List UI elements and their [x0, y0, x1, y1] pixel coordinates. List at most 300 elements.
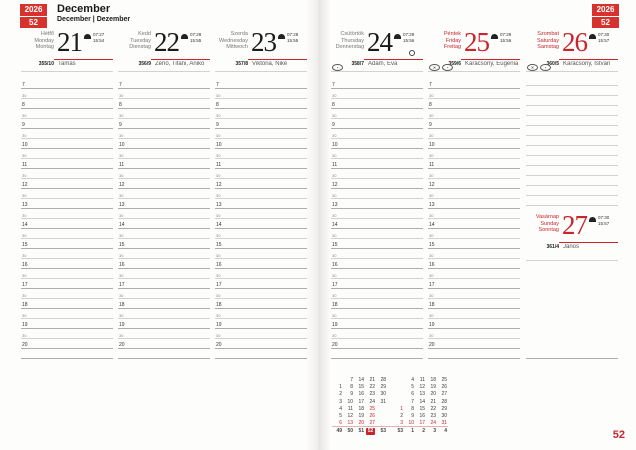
hour-label: 14 [119, 222, 125, 228]
ruled-line [526, 135, 618, 136]
hour-label: 13 [332, 202, 338, 208]
hour-line [428, 268, 520, 269]
half-hour-label: 30 [332, 92, 337, 98]
mini-calendar-december-day: 10 [347, 398, 353, 405]
mini-calendar-january-day: 24 [430, 420, 436, 427]
day-header [526, 212, 618, 238]
half-hour-line [428, 178, 520, 179]
day-name-en: Sunday [540, 220, 559, 227]
header-underline [559, 59, 618, 60]
half-hour-label: 30 [216, 292, 221, 298]
day-name-de: Dienstag [129, 44, 151, 51]
day-name-hu: Kedd [138, 31, 151, 37]
mini-calendar-january-day: 8 [411, 405, 414, 412]
hour-label: 16 [429, 262, 435, 268]
half-hour-line [428, 138, 520, 139]
hour-label: 13 [22, 202, 28, 208]
half-hour-label: 30 [22, 192, 27, 198]
full-moon-icon [409, 50, 415, 56]
half-hour-label: 30 [332, 272, 337, 278]
day-names [118, 29, 151, 51]
hour-line [428, 128, 520, 129]
hour-label: 14 [429, 222, 435, 228]
hour-label: 7 [332, 82, 335, 88]
sunrise-time: 07:30 [598, 32, 610, 37]
hour-label: 15 [22, 242, 28, 248]
hour-line [428, 88, 520, 89]
half-hour-label: 30 [332, 172, 337, 178]
day-name-hu: Szerda [230, 31, 248, 37]
mini-calendar-december-day: 5 [339, 413, 342, 419]
hour-line [215, 208, 307, 209]
week-number-label: 52 [29, 18, 38, 27]
half-hour-label: 30 [332, 152, 337, 158]
half-hour-label: 30 [216, 272, 221, 278]
day-subrow [118, 61, 210, 67]
half-hour-line [21, 98, 113, 99]
ruled-line [526, 165, 618, 166]
hour-label: 7 [216, 82, 219, 88]
day-names [21, 29, 54, 51]
week-number: 51 [358, 428, 364, 434]
hour-line [428, 108, 520, 109]
day-name-en: Thursday [341, 37, 364, 44]
hour-line [21, 358, 113, 359]
sunrise-time: 07:29 [500, 32, 512, 37]
half-hour-line [331, 218, 423, 219]
sunrise-sunset-times [500, 32, 511, 43]
mini-calendar-january-day: 7 [411, 398, 414, 405]
hour-line [21, 228, 113, 229]
hour-label: 13 [429, 202, 435, 208]
half-hour-line [118, 238, 210, 239]
mini-calendar-january-day: 11 [419, 377, 425, 383]
year-label: 2026 [24, 5, 43, 14]
header-underline [151, 59, 210, 60]
hour-line [331, 88, 423, 89]
day-name-de: Montag [35, 44, 54, 51]
half-hour-line [118, 138, 210, 139]
hour-label: 19 [429, 322, 435, 328]
half-hour-line [215, 118, 307, 119]
half-hour-label: 30 [332, 312, 337, 318]
month-title: December [57, 3, 111, 15]
hour-line [331, 328, 423, 329]
oval-dot-icon [442, 64, 453, 71]
mini-calendar-december-day: 9 [350, 391, 353, 398]
mini-calendar-january-day: 21 [430, 398, 436, 405]
mini-calendar-december-day: 28 [380, 377, 386, 383]
half-hour-line [331, 178, 423, 179]
hour-label: 14 [332, 222, 338, 228]
sunrise-sunset-icon [491, 34, 498, 39]
hour-line [21, 328, 113, 329]
sunrise-sunset-times [403, 32, 414, 43]
hour-label: 17 [332, 282, 338, 288]
half-hour-line [21, 238, 113, 239]
half-hour-line [215, 98, 307, 99]
half-hour-line [118, 158, 210, 159]
hour-line [215, 288, 307, 289]
hour-label: 16 [216, 262, 222, 268]
hour-label: 11 [332, 162, 338, 168]
sun-times-block [491, 29, 520, 43]
half-hour-label: 30 [119, 232, 124, 238]
hour-label: 14 [216, 222, 222, 228]
year-label: 2026 [596, 5, 615, 14]
week-number: 3 [433, 428, 436, 434]
week-number: 4 [444, 428, 447, 434]
hour-line [428, 168, 520, 169]
hour-label: 19 [22, 322, 28, 328]
half-hour-label: 30 [332, 332, 337, 338]
day-column [118, 0, 210, 450]
mini-calendar-january-day: 9 [411, 413, 414, 419]
day-name-de: Sonntag [538, 227, 559, 234]
hour-label: 18 [216, 302, 222, 308]
half-hour-line [428, 278, 520, 279]
hour-label: 17 [216, 282, 222, 288]
hour-line [428, 288, 520, 289]
day-names [215, 29, 248, 51]
hour-label: 10 [22, 142, 28, 148]
half-hour-line [428, 318, 520, 319]
half-hour-label: 30 [119, 212, 124, 218]
hour-line [215, 108, 307, 109]
half-hour-line [215, 198, 307, 199]
hour-line [331, 348, 423, 349]
sunrise-time: 07:27 [93, 32, 105, 37]
name-day: Tamás [58, 61, 76, 67]
half-hour-label: 30 [119, 252, 124, 258]
sunrise-sunset-icon [84, 34, 91, 39]
hour-line [428, 348, 520, 349]
hour-line [21, 108, 113, 109]
ruled-line [526, 85, 618, 86]
hour-line [21, 288, 113, 289]
ruled-line [526, 95, 618, 96]
hour-line [331, 148, 423, 149]
ruled-line [526, 175, 618, 176]
date-number: 26 [562, 27, 587, 57]
hour-label: 10 [332, 142, 338, 148]
day-header [118, 29, 210, 55]
hour-label: 12 [119, 182, 125, 188]
sunrise-sunset-times [598, 32, 609, 43]
half-hour-line [21, 178, 113, 179]
day-header [428, 29, 520, 55]
mini-calendar-january-day: 20 [430, 391, 436, 398]
hour-label: 16 [22, 262, 28, 268]
hour-label: 9 [332, 122, 335, 128]
hour-line [331, 188, 423, 189]
mini-calendar-december-day: 24 [369, 398, 375, 405]
half-hour-label: 30 [216, 132, 221, 138]
day-subrow [21, 61, 113, 67]
hour-line [331, 288, 423, 289]
mini-calendar-december-day: 14 [358, 377, 364, 383]
half-hour-label: 30 [429, 152, 434, 158]
mini-calendar-december-day: 18 [358, 405, 364, 412]
hour-line [215, 88, 307, 89]
half-hour-line [215, 258, 307, 259]
hour-label: 12 [332, 182, 338, 188]
hour-line [215, 308, 307, 309]
hour-line [215, 148, 307, 149]
half-hour-line [118, 278, 210, 279]
half-hour-label: 30 [216, 192, 221, 198]
hour-line [428, 248, 520, 249]
hour-label: 13 [216, 202, 222, 208]
day-of-year: 356/9 [138, 61, 151, 67]
sunrise-time: 07:29 [403, 32, 415, 37]
half-hour-label: 30 [22, 312, 27, 318]
mini-calendar-december-day: 12 [347, 413, 353, 419]
half-hour-line [118, 258, 210, 259]
mini-calendar-december-day: 25 [369, 405, 375, 412]
oval-x-icon: ✕ [527, 64, 538, 71]
half-hour-line [215, 71, 307, 72]
hour-label: 8 [216, 102, 219, 108]
half-hour-line [331, 118, 423, 119]
week-number: 49 [336, 428, 342, 434]
hour-line [215, 328, 307, 329]
day-name-de: Donnerstag [335, 44, 364, 51]
day-names [428, 29, 461, 51]
sunrise-sunset-icon [181, 34, 188, 39]
mini-calendar-december-day: 30 [380, 391, 386, 398]
mini-calendar-january-day: 18 [430, 377, 436, 383]
hour-label: 14 [22, 222, 28, 228]
ruled-line [526, 260, 618, 261]
hour-label: 9 [22, 122, 25, 128]
sunrise-sunset-times [190, 32, 201, 43]
day-names [526, 29, 559, 51]
hour-line [21, 208, 113, 209]
half-hour-line [331, 338, 423, 339]
half-hour-label: 30 [119, 272, 124, 278]
half-hour-label: 30 [216, 92, 221, 98]
mini-calendars [332, 377, 452, 441]
hour-label: 8 [429, 102, 432, 108]
half-hour-label: 30 [429, 232, 434, 238]
mini-calendar-december-day: 3 [339, 398, 342, 405]
hour-label: 20 [119, 342, 125, 348]
half-hour-label: 30 [119, 132, 124, 138]
hour-label: 20 [22, 342, 28, 348]
hour-label: 9 [119, 122, 122, 128]
hour-line [118, 108, 210, 109]
mini-calendar-december-day: 13 [347, 420, 353, 427]
half-hour-line [331, 98, 423, 99]
sun-times-block [589, 212, 618, 226]
day-subrow [526, 244, 618, 250]
ruled-line [526, 358, 618, 359]
hour-line [21, 128, 113, 129]
hour-label: 11 [216, 162, 222, 168]
hour-line [118, 288, 210, 289]
half-hour-label: 30 [429, 252, 434, 258]
half-hour-label: 30 [429, 292, 434, 298]
day-header [526, 29, 618, 55]
week-number: 53 [380, 428, 386, 434]
mini-calendar-january-day: 6 [411, 391, 414, 398]
half-hour-label: 30 [22, 292, 27, 298]
hour-line [331, 248, 423, 249]
day-of-year: 360/5 [546, 61, 559, 67]
half-hour-label: 30 [22, 232, 27, 238]
hour-line [118, 148, 210, 149]
name-day: Zénó, Tifani, Anikó [155, 61, 205, 67]
half-hour-line [118, 298, 210, 299]
half-hour-label: 30 [429, 192, 434, 198]
mini-calendar-december-day: 27 [369, 420, 375, 427]
hour-line [21, 188, 113, 189]
day-name-en: Saturday [536, 37, 559, 44]
mini-calendar-january-day: 28 [441, 398, 447, 405]
half-hour-label: 30 [22, 332, 27, 338]
hour-label: 12 [429, 182, 435, 188]
half-hour-label: 30 [119, 152, 124, 158]
sunrise-time: 07:30 [598, 215, 610, 220]
hour-label: 10 [429, 142, 435, 148]
mini-calendar-january-day: 29 [441, 405, 447, 412]
day-name-de: Samstag [537, 44, 559, 51]
hour-line [118, 308, 210, 309]
mini-calendar-january-day: 15 [419, 405, 425, 412]
hour-line [215, 358, 307, 359]
mini-calendar-january-day: 22 [430, 405, 436, 412]
half-hour-line [331, 298, 423, 299]
hour-label: 7 [429, 82, 432, 88]
day-of-year: 358/7 [351, 61, 364, 67]
mini-calendar-december-day: 11 [347, 405, 353, 412]
half-hour-line [428, 158, 520, 159]
half-hour-label: 30 [216, 152, 221, 158]
day-name-de: Mittwoch [226, 44, 248, 51]
hour-label: 18 [22, 302, 28, 308]
mini-calendar-december-day: 8 [350, 384, 353, 391]
mini-calendar-january-day: 4 [411, 377, 414, 383]
hour-label: 19 [216, 322, 222, 328]
date-number: 25 [464, 27, 489, 57]
mini-calendar-december-day: 17 [358, 398, 364, 405]
half-hour-line [428, 338, 520, 339]
mini-calendar-december-day: 22 [369, 384, 375, 391]
half-hour-line [428, 98, 520, 99]
hour-label: 7 [119, 82, 122, 88]
date-number: 21 [57, 27, 82, 57]
hour-line [21, 268, 113, 269]
half-hour-label: 30 [429, 312, 434, 318]
hour-line [331, 228, 423, 229]
half-hour-line [331, 71, 423, 72]
half-hour-line [118, 71, 210, 72]
mini-calendar-december-day: 6 [339, 420, 342, 427]
half-hour-label: 30 [332, 132, 337, 138]
hour-label: 19 [119, 322, 125, 328]
half-hour-line [118, 318, 210, 319]
half-hour-line [118, 178, 210, 179]
hour-label: 11 [119, 162, 125, 168]
mini-calendar-december-day: 16 [358, 391, 364, 398]
hour-line [118, 348, 210, 349]
sun-times-block [84, 29, 113, 43]
half-hour-label: 30 [332, 232, 337, 238]
hour-label: 15 [119, 242, 125, 248]
half-hour-line [331, 238, 423, 239]
sunset-time: 15:56 [403, 37, 415, 43]
mini-calendar-january-day: 13 [419, 391, 425, 398]
hour-line [428, 328, 520, 329]
day-names [331, 29, 364, 51]
half-hour-line [21, 258, 113, 259]
date-number: 27 [562, 210, 587, 240]
ruled-line [526, 155, 618, 156]
sunset-time: 15:55 [190, 37, 202, 43]
sun-times-block [589, 29, 618, 43]
hour-line [118, 358, 210, 359]
half-hour-line [331, 158, 423, 159]
header-underline [461, 59, 520, 60]
mini-calendar-december-day: 7 [350, 377, 353, 383]
hour-line [21, 308, 113, 309]
oval-x-icon: ✕ [429, 64, 440, 71]
month-subtitle: December | Dezember [57, 16, 131, 23]
hour-label: 20 [429, 342, 435, 348]
half-hour-label: 30 [429, 212, 434, 218]
half-hour-label: 30 [22, 212, 27, 218]
mini-calendar-january-day: 25 [441, 377, 447, 383]
hour-line [118, 88, 210, 89]
hour-line [428, 208, 520, 209]
hour-line [331, 308, 423, 309]
half-hour-label: 30 [119, 92, 124, 98]
half-hour-line [331, 138, 423, 139]
hour-label: 20 [216, 342, 222, 348]
half-hour-label: 30 [119, 192, 124, 198]
half-hour-line [215, 338, 307, 339]
ruled-line [526, 115, 618, 116]
mini-calendar-january-day: 16 [419, 413, 425, 419]
hour-label: 12 [22, 182, 28, 188]
half-hour-label: 30 [22, 112, 27, 118]
sunrise-sunset-times [598, 215, 609, 226]
mini-calendar-december-day: 1 [339, 384, 342, 391]
sunset-time: 15:57 [598, 37, 610, 43]
half-hour-label: 30 [429, 172, 434, 178]
sun-times-block [181, 29, 210, 43]
name-day: Karácsony, István [563, 61, 611, 67]
half-hour-label: 30 [429, 112, 434, 118]
mini-calendar-january-day: 10 [408, 420, 414, 427]
hour-line [118, 128, 210, 129]
half-hour-line [21, 218, 113, 219]
hour-line [331, 358, 423, 359]
half-hour-label: 30 [22, 172, 27, 178]
hour-label: 17 [119, 282, 125, 288]
half-hour-line [428, 238, 520, 239]
half-hour-line [21, 138, 113, 139]
mini-calendar-december-day: 20 [358, 420, 364, 427]
hour-label: 17 [22, 282, 28, 288]
page-number: 52 [612, 429, 625, 441]
half-hour-line [21, 338, 113, 339]
week-number: 50 [347, 428, 353, 434]
hour-line [331, 128, 423, 129]
half-hour-line [331, 198, 423, 199]
hour-line [428, 148, 520, 149]
